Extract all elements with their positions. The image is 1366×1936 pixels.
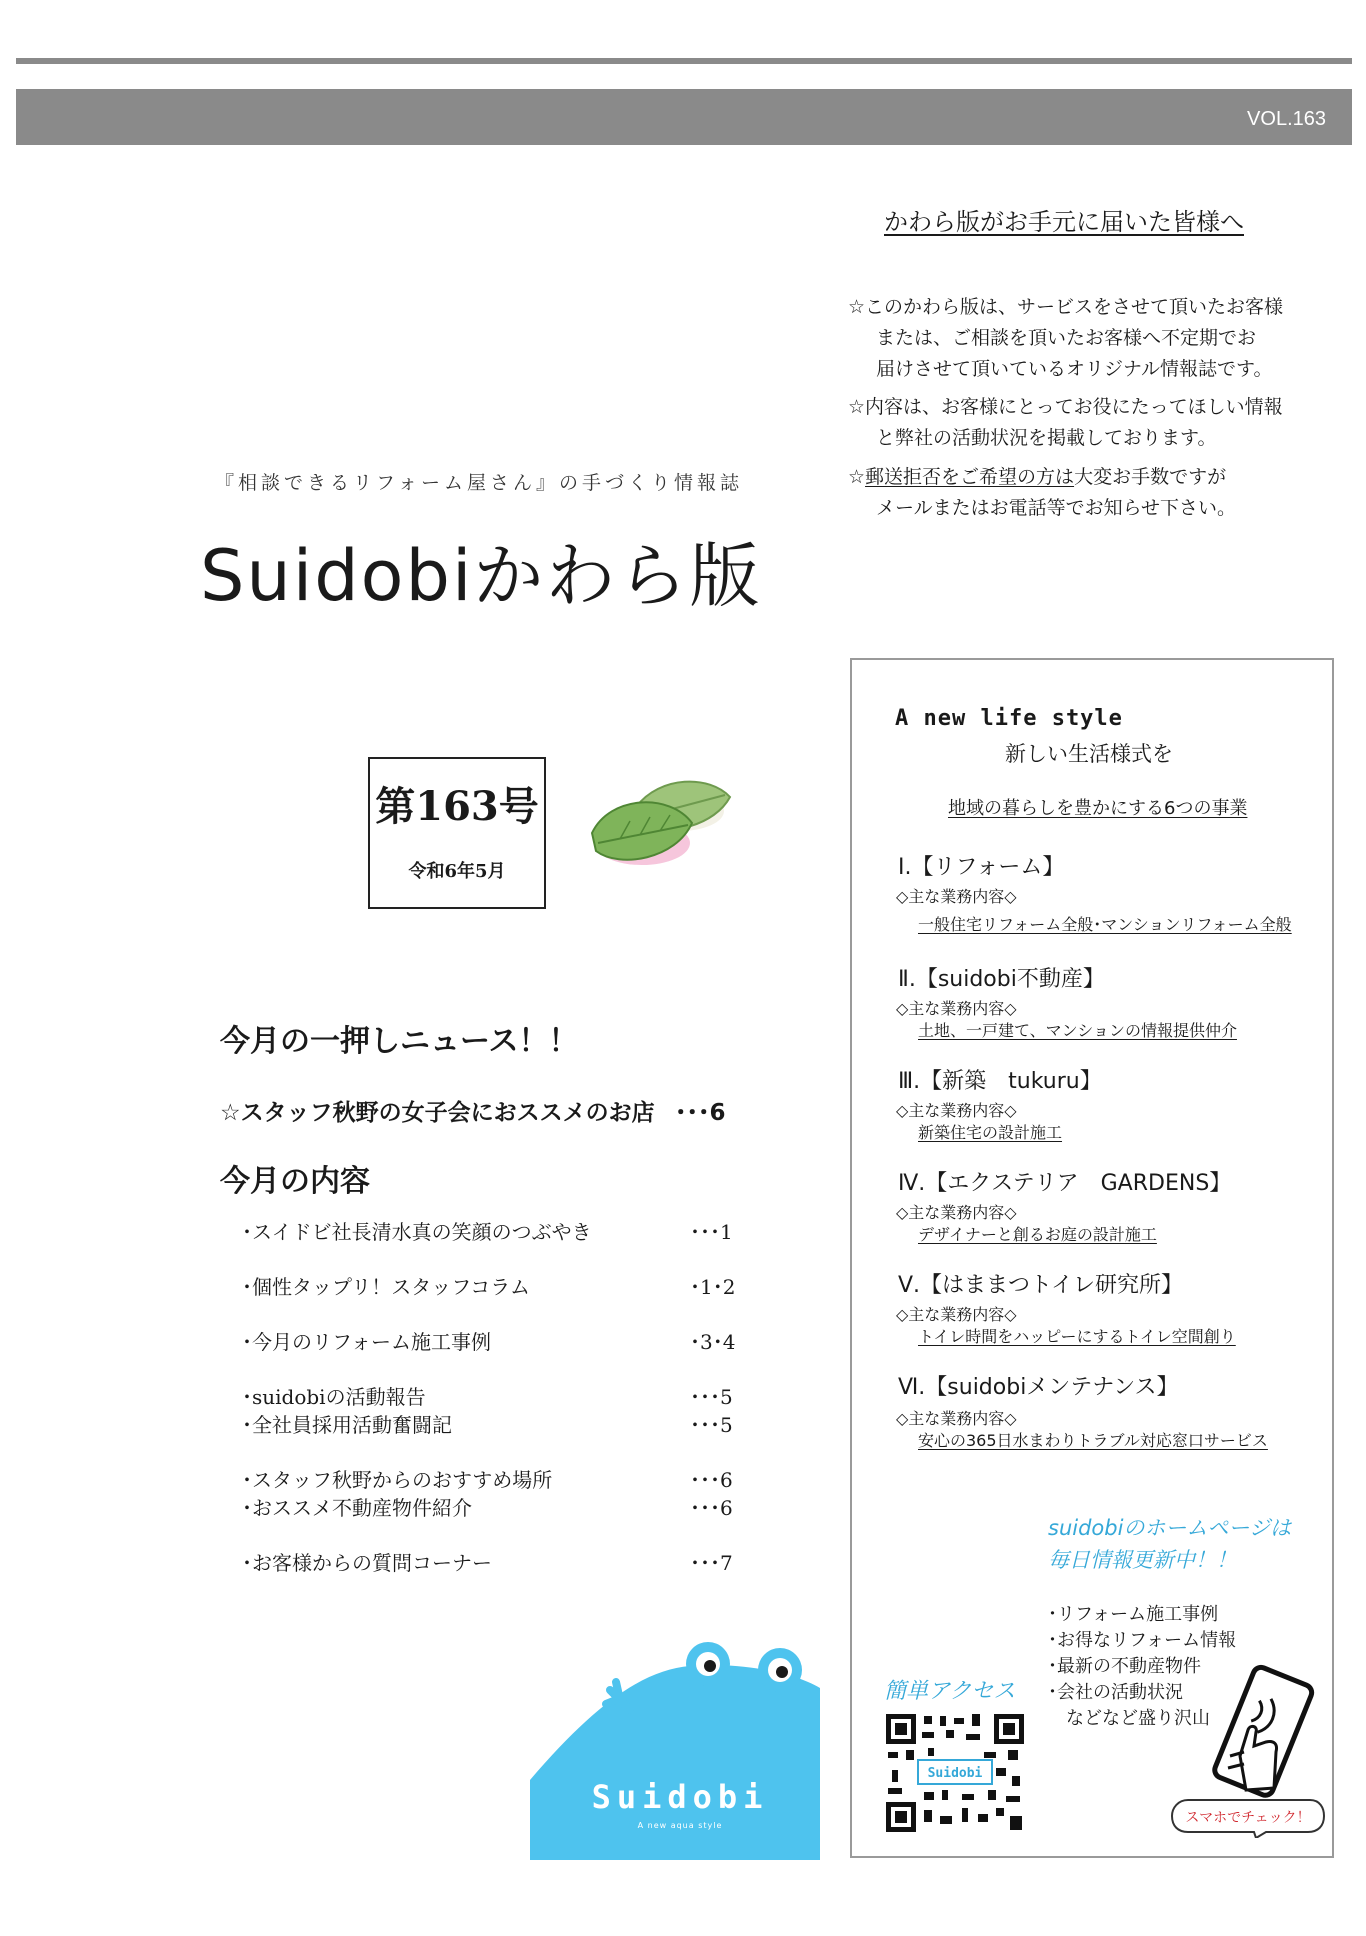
qr-code[interactable] [884, 1712, 1026, 1834]
contents-heading: 今月の内容 [220, 1164, 370, 1199]
toc-page: ･･･6 [690, 1496, 733, 1520]
feature-item: ･お得なリフォーム情報 [1048, 1630, 1237, 1651]
masthead-tagline: 『相談できるリフォーム屋さん』の手づくり情報誌 [215, 472, 744, 494]
toc-item: ･今月のリフォーム施工事例 [242, 1330, 491, 1354]
toc-page: ･1･2 [690, 1275, 736, 1299]
toc-item: ･全社員採用活動奮闘記 [242, 1413, 452, 1437]
issue-date: 令和6年5月 [408, 861, 506, 882]
business-label: ◇主な業務内容◇ [896, 1203, 1017, 1222]
notice-line: メールまたはお電話等でお知らせ下さい。 [876, 497, 1237, 519]
business-title-exterior: Ⅳ.【エクステリア GARDENS】 [898, 1171, 1232, 1196]
toc-page: ･･･5 [690, 1413, 733, 1437]
business-desc-newbuild: 新築住宅の設計施工 [918, 1123, 1063, 1142]
quick-access-label: 簡単アクセス [884, 1679, 1016, 1704]
toc-item: ･suidobiの活動報告 [242, 1385, 426, 1409]
masthead-title: Suidobiかわら版 [200, 535, 762, 617]
business-label: ◇主な業務内容◇ [896, 999, 1017, 1018]
toc-page: ･･･7 [690, 1551, 733, 1575]
volume-label: VOL.163 [1247, 108, 1326, 130]
highlight-heading: 今月の一押しニュース！！ [220, 1024, 579, 1059]
top-rule [16, 58, 1352, 64]
qr-center-label: Suidobi [927, 1766, 983, 1781]
notice-line: ☆内容は、お客様にとってお役にたってほしい情報 [848, 396, 1283, 418]
feature-item: ･会社の活動状況 [1048, 1682, 1183, 1703]
notice-line: 大変お手数ですが [1074, 466, 1227, 488]
business-title-realestate: Ⅱ.【suidobi不動産】 [898, 967, 1105, 992]
greeting-title: かわら版がお手元に届いた皆様へ [884, 208, 1244, 236]
business-title-newbuild: Ⅲ.【新築 tukuru】 [898, 1069, 1102, 1094]
highlight-page: ･･･6 [675, 1100, 726, 1126]
business-desc-toilet-lab: トイレ時間をハッピーにするトイレ空間創り [918, 1327, 1236, 1346]
issue-box [368, 757, 546, 909]
notice-line: 届けさせて頂いているオリジナル情報誌です。 [876, 358, 1273, 380]
issue-number: 第163号 [375, 783, 539, 830]
business-desc-reform: 一般住宅リフォーム全般･マンションリフォーム全般 [918, 915, 1292, 934]
volume-bar [16, 89, 1352, 145]
toc-page: ･･･6 [690, 1468, 733, 1492]
notice-opt-out-emphasis: 郵送拒否をご希望の方は [865, 466, 1075, 488]
homepage-note [1048, 1512, 1291, 1576]
smartphone-check-text: スマホでチェック！ [1185, 1810, 1311, 1826]
lifestyle-heading-jp: 新しい生活様式を [1005, 742, 1173, 766]
homepage-note-line: 毎日情報更新中！！ [1048, 1548, 1237, 1572]
toc-item: ･おススメ不動産物件紹介 [242, 1496, 472, 1520]
toc-item: ･スタッフ秋野からのおすすめ場所 [242, 1468, 553, 1492]
notice-line: ☆このかわら版は、サービスをさせて頂いたお客様 [848, 296, 1284, 318]
business-label: ◇主な業務内容◇ [896, 887, 1017, 906]
business-title-reform: Ⅰ.【リフォーム】 [898, 855, 1065, 880]
business-desc-realestate: 土地、一戸建て、マンションの情報提供仲介 [918, 1021, 1237, 1040]
toc-page: ･3･4 [690, 1330, 736, 1354]
toc-item: ･スイドビ社長清水真の笑顔のつぶやき [242, 1220, 592, 1244]
notice-distribution [848, 292, 1328, 385]
businesses-heading: 地域の暮らしを豊かにする6つの事業 [948, 798, 1248, 819]
feature-item: などなど盛り沢山 [1048, 1708, 1210, 1729]
toc-page: ･･･1 [690, 1220, 733, 1244]
toc-page: ･･･5 [690, 1385, 733, 1409]
mascot-logo-subtext: A new aqua style [637, 1821, 723, 1830]
business-title-toilet-lab: Ⅴ.【はままつトイレ研究所】 [898, 1273, 1183, 1298]
kashiwa-mochi-illustration [580, 755, 740, 875]
business-label: ◇主な業務内容◇ [896, 1305, 1017, 1324]
business-label: ◇主な業務内容◇ [896, 1409, 1017, 1428]
business-label: ◇主な業務内容◇ [896, 1101, 1017, 1120]
mascot-logo-text: Suidobi [591, 1778, 769, 1816]
toc-item: ･お客様からの質問コーナー [242, 1551, 492, 1575]
feature-item: ･リフォーム施工事例 [1048, 1604, 1219, 1625]
suidobi-mascot-logo [530, 1630, 820, 1860]
notice-opt-out [848, 462, 1328, 524]
business-desc-exterior: デザイナーと創るお庭の設計施工 [918, 1225, 1157, 1244]
notice-line: と弊社の活動状況を掲載しております。 [876, 427, 1217, 449]
business-desc-maintenance: 安心の365日水まわりトラブル対応窓口サービス [918, 1431, 1268, 1450]
notice-star: ☆ [848, 466, 866, 488]
smartphone-check-bubble [1170, 1798, 1326, 1838]
notice-content [848, 392, 1328, 454]
notice-line: または、ご相談を頂いたお客様へ不定期でお [876, 327, 1257, 349]
toc-item: ･個性タップリ！スタッフコラム [242, 1275, 530, 1299]
feature-item: ･最新の不動産物件 [1048, 1656, 1201, 1677]
homepage-note-line: suidobiのホームページは [1048, 1516, 1292, 1540]
business-title-maintenance: Ⅵ.【suidobiメンテナンス】 [898, 1375, 1179, 1400]
lifestyle-heading-en: A new life style [895, 706, 1123, 731]
highlight-item: ☆スタッフ秋野の女子会におススメのお店 [220, 1100, 655, 1126]
